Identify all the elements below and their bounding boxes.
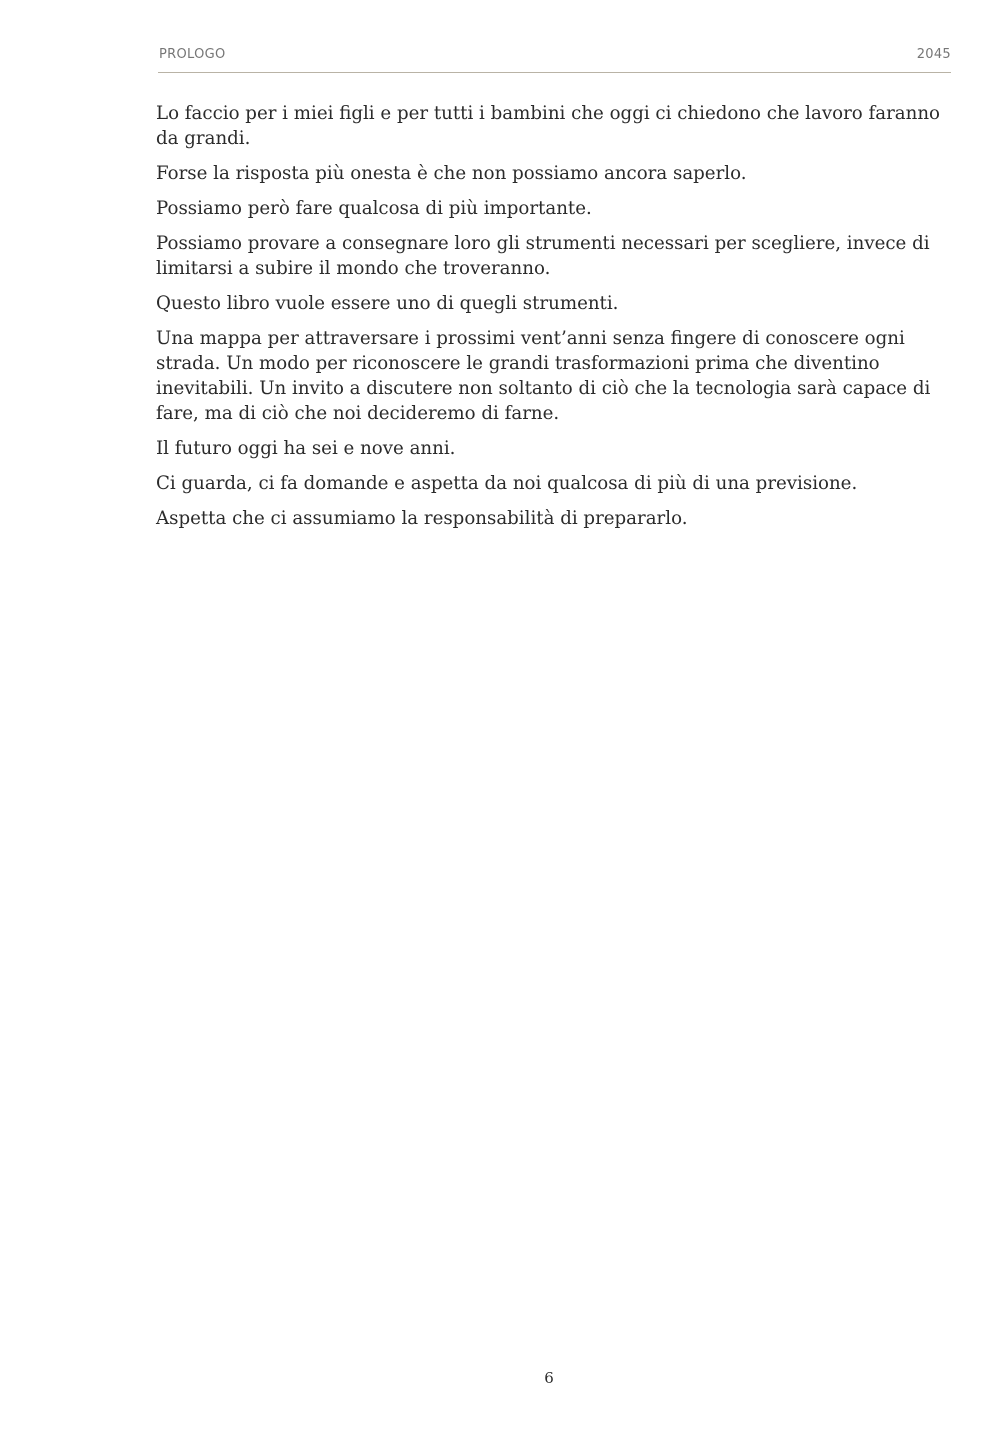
paragraph: Possiamo però fare qualcosa di più importante.	[156, 198, 592, 219]
paragraph: Aspetta che ci assumiamo la responsabilità di prepararlo.	[156, 508, 688, 529]
body-text	[156, 101, 956, 541]
paragraph: Ci guarda, ci fa domande e aspetta da noi qualcosa di più di una previsione.	[156, 473, 858, 494]
paragraph: Questo libro vuole essere uno di quegli strumenti.	[156, 293, 619, 314]
page-number: 6	[544, 1369, 554, 1387]
header-book-title: 2045	[916, 47, 951, 62]
paragraph: Possiamo provare a consegnare loro gli strumenti necessari per scegliere, invece di limitarsi a subire il mondo che troveranno.	[156, 233, 930, 279]
running-header	[158, 46, 951, 73]
paragraph: Una mappa per attraversare i prossimi vent’anni senza fingere di conoscere ogni strada. Un modo per riconoscere le grandi trasformazioni prima che diventino inevitabili. Un invito a discutere non soltanto di ciò che la tecnologia sarà capace di fare, ma di ciò che noi decideremo di farne.	[156, 328, 931, 424]
paragraph: Il futuro oggi ha sei e nove anni.	[156, 438, 456, 459]
paragraph: Forse la risposta più onesta è che non possiamo ancora saperlo.	[156, 163, 747, 184]
paragraph: Lo faccio per i miei figli e per tutti i bambini che oggi ci chiedono che lavoro faranno da grandi.	[156, 103, 940, 149]
header-section-title: PROLOGO	[159, 47, 226, 62]
